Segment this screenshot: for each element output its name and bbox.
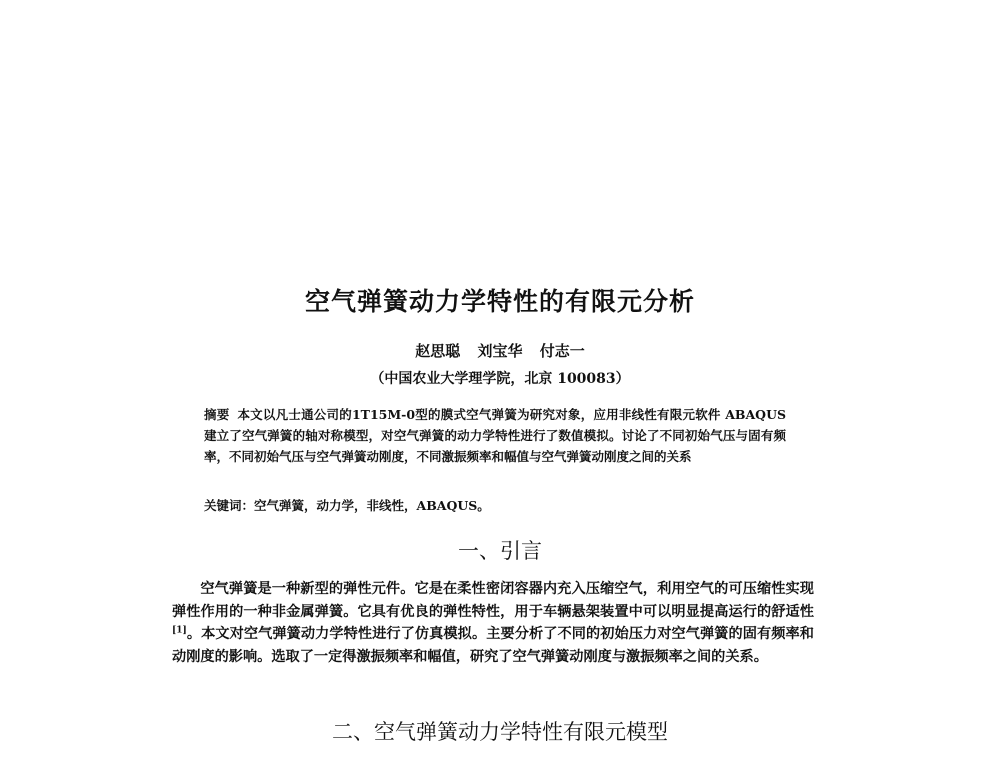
abstract	[204, 404, 786, 467]
abstract-text: 本文以凡士通公司的1T15M-0型的膜式空气弹簧为研究对象，应用非线性有限元软件 ABAQUS 建立了空气弹簧的轴对称模型，对空气弹簧的动力学特性进行了数值模拟。讨论了不同初始气压与固有频率，不同初始气压与空气弹簧动刚度，不同激振频率和幅值与空气弹簧动刚度之间的关系	[204, 407, 786, 464]
author-list: 赵思聪 刘宝华 付志一	[415, 342, 585, 360]
abstract-label: 摘要	[204, 407, 230, 422]
keywords-label: 关键词：	[204, 498, 255, 513]
section-heading-fem-model: 二、空气弹簧动力学特性有限元模型	[332, 720, 668, 744]
citation-ref: [1]	[172, 625, 187, 636]
introduction-paragraph	[172, 578, 814, 668]
keywords-text: 空气弹簧，动力学，非线性，ABAQUS。	[254, 498, 490, 513]
affiliation: （中国农业大学理学院，北京 100083）	[370, 371, 630, 387]
section-heading-introduction: 一、引言	[458, 539, 542, 563]
paragraph-text-after-ref: 。本文对空气弹簧动力学特性进行了仿真模拟。主要分析了不同的初始压力对空气弹簧的固有频率和动刚度的影响。选取了一定得激振频率和幅值，研究了空气弹簧动刚度与激振频率之间的关系。	[172, 626, 814, 665]
keywords	[204, 496, 786, 514]
paragraph-text-before-ref: 空气弹簧是一种新型的弹性元件。它是在柔性密闭容器内充入压缩空气，利用空气的可压缩性实现弹性作用的一种非金属弹簧。它具有优良的弹性特性，用于车辆悬架装置中可以明显提高运行的舒适性	[172, 581, 814, 620]
paper-title: 空气弹簧动力学特性的有限元分析	[304, 287, 695, 316]
